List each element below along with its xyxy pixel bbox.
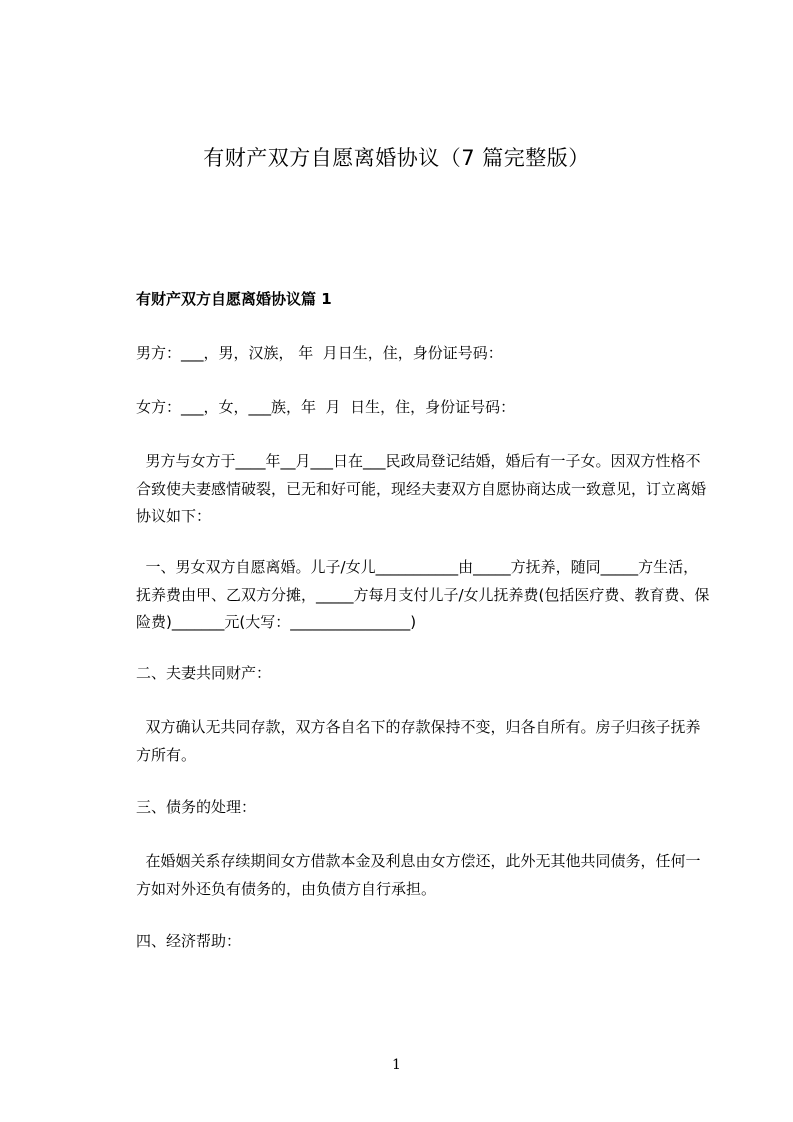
clause-2-heading: 二、夫妻共同财产： bbox=[136, 664, 272, 682]
page-number: 1 bbox=[392, 1057, 401, 1073]
male-party-line: 男方：___，男，汉族， 年 月日生，住，身份证号码： bbox=[136, 344, 503, 362]
document-title: 有财产双方自愿离婚协议（7 篇完整版） bbox=[203, 146, 590, 170]
section-heading: 有财产双方自愿离婚协议篇 1 bbox=[136, 290, 332, 308]
clause-1-paragraph: 一、男女双方自愿离婚。儿子/女儿___________由_____方抚养，随同_____方生活，抚养费由甲、乙双方分摊，_____方每月支付儿子/女儿抚养费(包括医疗费、教育费、保险费)_______元(大写：________________) bbox=[136, 558, 710, 631]
clause-3-heading: 三、债务的处理： bbox=[136, 798, 257, 816]
female-party-line: 女方：___，女，___族，年 月 日生，住，身份证号码： bbox=[136, 398, 516, 416]
clause-2-body: 双方确认无共同存款，双方各自名下的存款保持不变，归各自所有。房子归孩子抚养方所有。 bbox=[136, 718, 701, 764]
clause-3-body: 在婚姻关系存续期间女方借款本金及利息由女方偿还，此外无其他共同债务，任何一方如对外还负有债务的，由负债方自行承担。 bbox=[136, 852, 701, 898]
intro-paragraph: 男方与女方于____年__月___日在___民政局登记结婚，婚后有一子女。因双方性格不合致使夫妻感情破裂，已无和好可能，现经夫妻双方自愿协商达成一致意见，订立离婚协议如下： bbox=[136, 452, 707, 525]
clause-4-heading: 四、经济帮助： bbox=[136, 932, 242, 950]
